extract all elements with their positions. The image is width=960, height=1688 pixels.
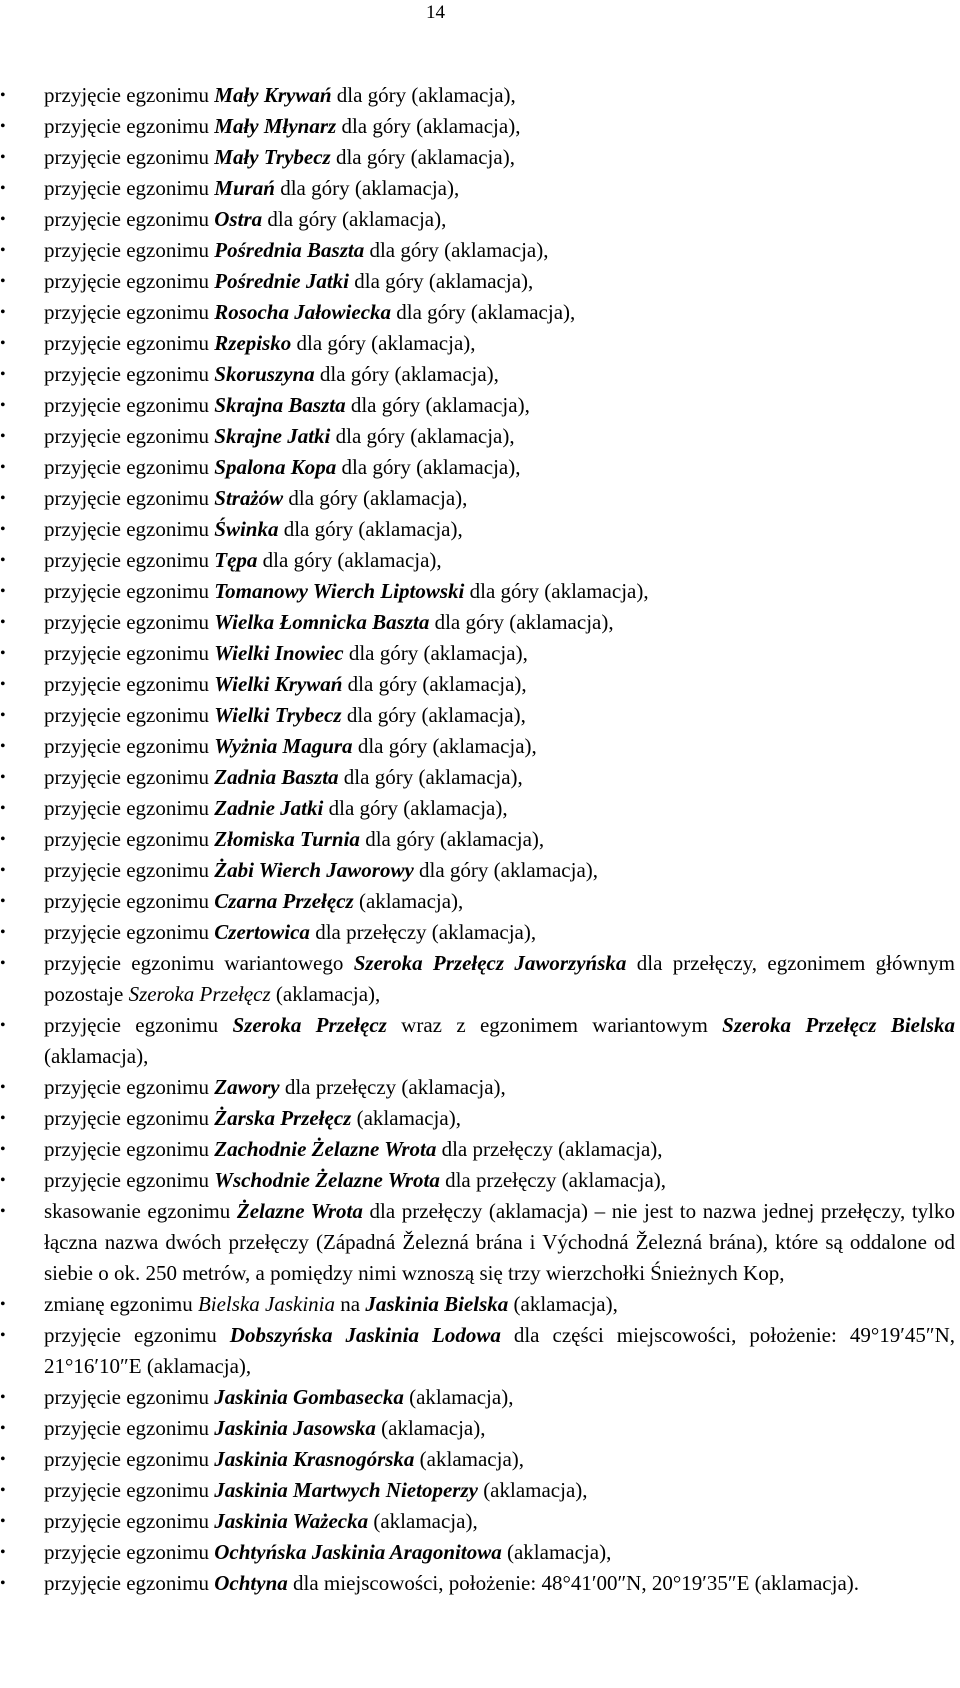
list-item [0, 1413, 960, 1444]
list-item [0, 1444, 960, 1475]
exonym-name: Żarska Przełęcz [214, 1106, 352, 1130]
italic-name: Bielska Jaskinia [197, 1292, 335, 1316]
list-item [0, 576, 960, 607]
item-text: dla przełęczy, egzonimem głównym pozostaje [44, 951, 956, 1006]
item-text: przyjęcie egzonimu [44, 300, 215, 324]
exonym-name: Szeroka Przełęcz [232, 1013, 387, 1037]
item-text: przyjęcie egzonimu [44, 145, 215, 169]
item-text: przyjęcie egzonimu [44, 176, 215, 200]
item-text: dla miejscowości, położenie: 48°41′00″N, 20°19′35″E (aklamacja). [287, 1571, 860, 1595]
exonym-name: Rzepisko [214, 331, 292, 355]
item-text: przyjęcie egzonimu [44, 114, 215, 138]
list-item [0, 886, 960, 917]
item-text: przyjęcie egzonimu [44, 238, 215, 262]
item-text: (aklamacja), [501, 1540, 612, 1564]
item-text: przyjęcie egzonimu [44, 486, 215, 510]
list-item [0, 111, 960, 142]
item-text: (aklamacja), [414, 1447, 525, 1471]
exonym-name: Jaskinia Jasowska [214, 1416, 376, 1440]
exonym-name: Skoruszyna [214, 362, 315, 386]
exonym-name: Wyżnia Magura [214, 734, 353, 758]
item-text: (aklamacja), [403, 1385, 514, 1409]
exonym-name: Żelazne Wrota [236, 1199, 363, 1223]
exonym-name: Mały Młynarz [214, 114, 337, 138]
item-text: przyjęcie egzonimu [44, 1447, 215, 1471]
item-text: przyjęcie egzonimu [44, 1106, 215, 1130]
item-text: dla góry (aklamacja), [291, 331, 476, 355]
item-text: dla góry (aklamacja), [429, 610, 614, 634]
item-text: dla góry (aklamacja), [336, 455, 521, 479]
item-text: (aklamacja), [353, 889, 464, 913]
item-text: przyjęcie egzonimu [44, 610, 215, 634]
item-text: przyjęcie egzonimu [44, 517, 215, 541]
exonym-name: Zawory [214, 1075, 280, 1099]
item-text: dla przełęczy (aklamacja), [279, 1075, 506, 1099]
list-item [0, 1320, 960, 1382]
list-item [0, 1103, 960, 1134]
list-item [0, 1506, 960, 1537]
item-text: przyjęcie egzonimu [44, 1385, 215, 1409]
list-item [0, 1196, 960, 1289]
exonym-name: Zadnia Baszta [214, 765, 339, 789]
list-item [0, 700, 960, 731]
list-item [0, 824, 960, 855]
list-item [0, 1072, 960, 1103]
item-text: przyjęcie egzonimu [44, 83, 215, 107]
exonym-name: Jaskinia Krasnogórska [214, 1447, 415, 1471]
list-item [0, 204, 960, 235]
item-text: przyjęcie egzonimu [44, 1571, 215, 1595]
item-text: przyjęcie egzonimu [44, 765, 215, 789]
item-text: przyjęcie egzonimu [44, 393, 215, 417]
item-text: dla góry (aklamacja), [345, 393, 530, 417]
item-text: dla góry (aklamacja), [391, 300, 576, 324]
list-item [0, 142, 960, 173]
list-item [0, 328, 960, 359]
item-text: przyjęcie egzonimu [44, 796, 215, 820]
list-item [0, 917, 960, 948]
list-item [0, 1289, 960, 1320]
list-item [0, 235, 960, 266]
list-item [0, 266, 960, 297]
item-text: dla góry (aklamacja), [257, 548, 442, 572]
exonym-name: Jaskinia Martwych Nietoperzy [214, 1478, 478, 1502]
item-text: dla góry (aklamacja), [352, 734, 537, 758]
item-text: przyjęcie egzonimu [44, 1075, 215, 1099]
list-item [0, 1010, 960, 1072]
exonym-name: Skrajne Jatki [214, 424, 331, 448]
item-text: przyjęcie egzonimu [44, 1540, 215, 1564]
list-item [0, 483, 960, 514]
exonym-name: Tępa [214, 548, 258, 572]
item-text: przyjęcie egzonimu [44, 269, 215, 293]
item-text: (aklamacja), [368, 1509, 478, 1533]
exonym-name: Pośrednie Jatki [214, 269, 350, 293]
exonym-name: Szeroka Przełęcz Bielska [722, 1013, 955, 1037]
item-text: na [335, 1292, 366, 1316]
exonym-name: Jaskinia Gombasecka [214, 1385, 404, 1409]
item-text: przyjęcie egzonimu [44, 889, 215, 913]
item-text: wraz z egzonimem wariantowym [386, 1013, 723, 1037]
list-item [0, 1165, 960, 1196]
item-text: (aklamacja), [375, 1416, 486, 1440]
exonym-name: Rosocha Jałowiecka [214, 300, 392, 324]
item-text: przyjęcie egzonimu [44, 1509, 215, 1533]
item-text: przyjęcie egzonimu [44, 1168, 215, 1192]
item-text: dla góry (aklamacja), [343, 641, 528, 665]
item-text: dla góry (aklamacja), [262, 207, 447, 231]
page-number: 14 [426, 2, 445, 23]
list-item [0, 1537, 960, 1568]
exonym-name: Pośrednia Baszta [214, 238, 365, 262]
list-item [0, 1382, 960, 1413]
item-text: przyjęcie egzonimu [44, 1323, 230, 1347]
list-item [0, 762, 960, 793]
exonym-name: Spalona Kopa [214, 455, 337, 479]
item-text: (aklamacja), [270, 982, 381, 1006]
item-text: dla góry (aklamacja), [330, 145, 515, 169]
exonym-name: Tomanowy Wierch Liptowski [214, 579, 465, 603]
exonym-name: Zadnie Jatki [214, 796, 324, 820]
exonym-name: Szeroka Przełęcz Jaworzyńska [353, 951, 627, 975]
item-text: dla góry (aklamacja), [413, 858, 599, 882]
exonym-name: Mały Krywań [214, 83, 332, 107]
item-text: dla góry (aklamacja), [359, 827, 545, 851]
exonym-name: Wielki Inowiec [214, 641, 344, 665]
list-item [0, 80, 960, 111]
list-item [0, 173, 960, 204]
item-text: zmianę egzonimu [44, 1292, 198, 1316]
item-text: przyjęcie egzonimu [44, 424, 215, 448]
item-text: przyjęcie egzonimu [44, 827, 215, 851]
exonym-name: Czarna Przełęcz [214, 889, 354, 913]
list-item [0, 948, 960, 1010]
list-item [0, 607, 960, 638]
list-item [0, 855, 960, 886]
item-text: (aklamacja), [477, 1478, 588, 1502]
exonym-name: Strażów [214, 486, 284, 510]
item-text: dla przełęczy (aklamacja), [436, 1137, 663, 1161]
item-text: dla przełęczy (aklamacja), [439, 1168, 667, 1192]
list-item [0, 1475, 960, 1506]
list-item [0, 638, 960, 669]
item-text: dla góry (aklamacja), [364, 238, 549, 262]
exonym-name: Wschodnie Żelazne Wrota [214, 1168, 440, 1192]
exonym-name: Ochtyńska Jaskinia Aragonitowa [214, 1540, 502, 1564]
exonym-name: Złomiska Turnia [214, 827, 360, 851]
item-text: przyjęcie egzonimu [44, 672, 215, 696]
list-item [0, 669, 960, 700]
item-text: przyjęcie egzonimu [44, 207, 215, 231]
exonym-name: Świnka [214, 517, 279, 541]
list-item [0, 452, 960, 483]
exonym-name: Czertowica [214, 920, 310, 944]
item-text: przyjęcie egzonimu [44, 703, 215, 727]
item-text: dla góry (aklamacja), [336, 114, 521, 138]
list-item [0, 421, 960, 452]
item-text: przyjęcie egzonimu [44, 734, 215, 758]
list-item [0, 793, 960, 824]
list-item [0, 731, 960, 762]
item-text: przyjęcie egzonimu [44, 455, 215, 479]
exonym-name: Murań [214, 176, 275, 200]
item-text: przyjęcie egzonimu [44, 641, 215, 665]
item-text: przyjęcie egzonimu [44, 362, 215, 386]
item-text: dla przełęczy (aklamacja) – nie jest to nazwa jednej przełęczy, tylko łączna nazwa dwóch przełęczy (Západná Železná brána i Východná Železná brána), które są oddalone od siebie o ok. 250 metrów, a pomiędzy nimi wznoszą się trzy wierzchołki Śnieżnych Kop, [44, 1199, 956, 1285]
list-item [0, 359, 960, 390]
item-text: przyjęcie egzonimu [44, 1137, 215, 1161]
exonym-name: Jaskinia Bielska [365, 1292, 509, 1316]
list-item [0, 545, 960, 576]
item-text: dla góry (aklamacja), [274, 176, 460, 200]
list-item [0, 1568, 960, 1599]
exonym-name: Ostra [214, 207, 263, 231]
exonym-name: Mały Trybecz [214, 145, 331, 169]
item-text: przyjęcie egzonimu [44, 920, 215, 944]
item-text: dla góry (aklamacja), [330, 424, 515, 448]
item-text: (aklamacja), [44, 1044, 149, 1068]
item-text: dla góry (aklamacja), [349, 269, 534, 293]
exonym-name: Żabi Wierch Jaworowy [214, 858, 414, 882]
item-text: dla przełęczy (aklamacja), [309, 920, 537, 944]
item-text: przyjęcie egzonimu [44, 331, 215, 355]
item-text: przyjęcie egzonimu [44, 579, 215, 603]
item-text: dla góry (aklamacja), [278, 517, 463, 541]
list-item [0, 514, 960, 545]
item-text: przyjęcie egzonimu [44, 1013, 233, 1037]
exonym-name: Dobszyńska Jaskinia Lodowa [229, 1323, 501, 1347]
item-text: dla góry (aklamacja), [283, 486, 468, 510]
exonym-name: Skrajna Baszta [214, 393, 346, 417]
item-text: dla góry (aklamacja), [323, 796, 508, 820]
item-text: dla góry (aklamacja), [314, 362, 499, 386]
item-text: (aklamacja), [508, 1292, 618, 1316]
item-text: (aklamacja), [351, 1106, 461, 1130]
item-text: dla góry (aklamacja), [341, 703, 526, 727]
exonym-list [0, 80, 960, 1599]
item-text: przyjęcie egzonimu [44, 858, 215, 882]
exonym-name: Wielki Krywań [214, 672, 343, 696]
exonym-name: Wielka Łomnicka Baszta [214, 610, 430, 634]
item-text: przyjęcie egzonimu [44, 1478, 215, 1502]
item-text: dla góry (aklamacja), [342, 672, 527, 696]
exonym-name: Wielki Trybecz [214, 703, 342, 727]
item-text: dla góry (aklamacja), [338, 765, 523, 789]
item-text: skasowanie egzonimu [44, 1199, 237, 1223]
list-item [0, 1134, 960, 1165]
italic-name: Szeroka Przełęcz [128, 982, 271, 1006]
item-text: dla góry (aklamacja), [331, 83, 516, 107]
item-text: przyjęcie egzonimu [44, 1416, 215, 1440]
item-text: dla części miejscowości, położenie: 49°19′45″N, 21°16′10″E (aklamacja), [44, 1323, 955, 1378]
list-item [0, 297, 960, 328]
list-item [0, 390, 960, 421]
exonym-name: Ochtyna [214, 1571, 288, 1595]
item-text: przyjęcie egzonimu wariantowego [44, 951, 354, 975]
exonym-name: Jaskinia Ważecka [214, 1509, 369, 1533]
exonym-name: Zachodnie Żelazne Wrota [214, 1137, 437, 1161]
item-text: przyjęcie egzonimu [44, 548, 215, 572]
item-text: dla góry (aklamacja), [464, 579, 649, 603]
